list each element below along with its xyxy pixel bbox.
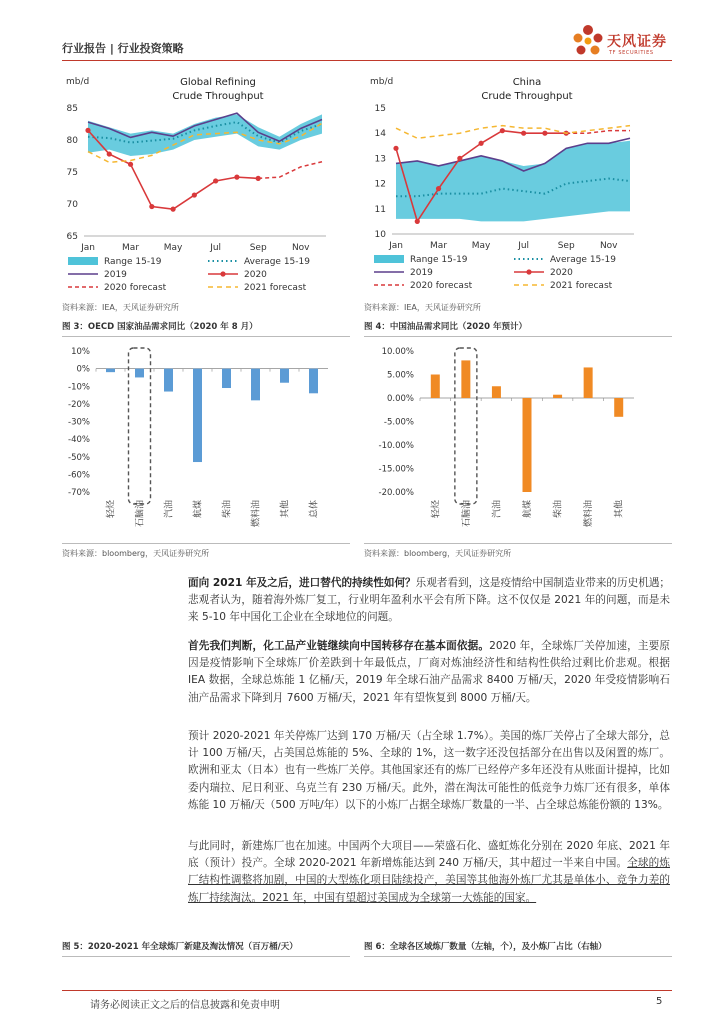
x-category-label: 总体: [309, 500, 320, 519]
y-tick-label: -20%: [68, 399, 90, 410]
bar-石脑油: [461, 360, 470, 398]
data-point-2020: [107, 151, 112, 156]
footer-disclaimer: 请务必阅读正文之后的信息披露和免责申明: [90, 1000, 280, 1011]
divider: [364, 543, 672, 544]
x-category-label: 其他: [614, 500, 625, 519]
y-axis-unit: mb/d: [66, 77, 90, 87]
chart-title: China: [512, 77, 542, 88]
source-mid-right: 资料来源：bloomberg，天风证券研究所: [364, 549, 512, 558]
oecd-demand-bar-chart: [58, 340, 350, 540]
y-tick-label: -50%: [68, 452, 90, 463]
y-tick-label: -15.00%: [378, 464, 414, 475]
y-axis-unit: mb/d: [370, 77, 394, 87]
y-tick-label: 12: [374, 179, 386, 190]
data-point-2020: [234, 175, 239, 180]
range-band-area: [396, 141, 630, 222]
legend-label: Average 15-19: [244, 257, 310, 267]
y-tick-label: 10%: [71, 347, 90, 357]
y-tick-label: 13: [374, 154, 386, 165]
data-point-2020: [478, 141, 483, 146]
y-tick-label: 10: [374, 230, 386, 240]
x-tick-label: Jul: [210, 243, 222, 253]
x-category-label: 轻烃: [431, 500, 442, 519]
x-tick-label: Mar: [122, 243, 140, 253]
bar-其他: [614, 398, 623, 417]
figure-3-title: 图 3：OECD 国家油品需求同比（2020 年 8 月）: [62, 322, 258, 332]
bar-航煤: [193, 369, 202, 462]
x-tick-label: May: [163, 243, 183, 253]
china-throughput-chart: [362, 70, 662, 296]
x-tick-label: Nov: [291, 243, 310, 253]
x-category-label: 轻烃: [106, 500, 117, 519]
paragraph-3-text: 预计 2020-2021 年关停炼厂达到 170 万桶/天（占全球 1.7%）。美国的炼厂关停占了全球大部分，总计 100 万桶/天，占美国总炼能的 5%、全球的 1%，这一数字还没包括部分在出售以及闲置的炼厂。欧洲和亚太（日本）也有一些炼厂关停。其他国家还有的炼厂已经停产多年还没有从账面计提掉，比如委内瑞拉、尼日利亚、乌克兰有 230 万桶/天。此外，潜在淘汰可能性的低竞争力炼厂还有很多，单体炼能 10 万桶/天（500 万吨/年）以下的小炼厂占据全球炼厂数量的一半、占全球总炼能份额的 13%。: [188, 730, 670, 811]
x-tick-label: Sep: [249, 243, 267, 253]
y-tick-label: 10.00%: [381, 347, 414, 357]
logo-flower-icon: [568, 20, 608, 62]
figure-5-title: 图 5：2020-2021 年全球炼厂新建及淘汰情况（百万桶/天）: [62, 942, 298, 952]
data-point-2020: [436, 186, 441, 191]
legend-swatch: [68, 257, 98, 265]
figure-4-title: 图 4：中国油品需求同比（2020 年预计）: [364, 322, 527, 332]
paragraph-4-underlined: 全球的炼厂结构性调整将加剧，中国的大型炼化项目陆续投产，美国等其他海外炼厂尤其是单体小、竞争力差的炼厂持续淘汰。2021 年，中国有望超过美国成为全球第一大炼能的国家。: [188, 857, 670, 904]
x-tick-label: Jan: [389, 241, 403, 251]
legend-label: 2020 forecast: [104, 283, 167, 293]
page-number: 5: [656, 996, 663, 1007]
x-category-label: 燃料油: [251, 500, 262, 528]
legend-label: 2021 forecast: [550, 281, 613, 291]
bar-其他: [280, 369, 289, 383]
bar-轻烃: [106, 369, 115, 373]
chart-title: Crude Throughput: [172, 91, 264, 102]
y-tick-label: -10.00%: [378, 441, 414, 451]
legend-label: 2020: [244, 270, 267, 280]
paragraph-4: [188, 838, 670, 907]
divider: [62, 956, 350, 957]
x-category-label: 柴油: [222, 500, 233, 519]
logo-subtext: TF SECURITIES: [609, 50, 654, 56]
paragraph-3: [188, 728, 670, 814]
y-tick-label: 70: [66, 200, 78, 210]
y-tick-label: 5.00%: [386, 370, 414, 381]
legend-label: 2019: [410, 268, 433, 278]
data-point-2020: [128, 162, 133, 167]
report-category: 行业报告 | 行业投资策略: [62, 42, 184, 55]
x-tick-label: Mar: [430, 241, 448, 251]
x-tick-label: Nov: [599, 241, 618, 251]
paragraph-1: [188, 575, 670, 627]
y-tick-label: -40%: [68, 435, 90, 446]
bar-汽油: [164, 369, 173, 392]
data-point-2020: [521, 131, 526, 136]
source-top-left: 资料来源：IEA，天风证券研究所: [62, 303, 179, 312]
data-point-2020: [393, 146, 398, 151]
footer-divider: [62, 990, 672, 991]
y-tick-label: 85: [66, 104, 78, 114]
x-category-label: 石脑油: [135, 500, 146, 528]
data-point-2020: [415, 219, 420, 224]
legend-label: 2020 forecast: [410, 281, 473, 291]
legend-label: Range 15-19: [104, 257, 162, 267]
figure-6-title: 图 6：全球各区域炼厂数量（左轴，个），及小炼厂占比（右轴）: [364, 942, 607, 952]
series-line-2020-forecast: [258, 162, 322, 179]
paragraph-4-text: 与此同时，新建炼厂也在加速。中国两个大项目——荣盛石化、盛虹炼化分别在 2020 年底、2021 年底（预计）投产。全球 2020-2021 年新增炼能达到 240 万桶/天，其中超过一半来自中国。: [188, 840, 670, 870]
y-tick-label: -10%: [68, 382, 90, 393]
y-tick-label: -30%: [68, 417, 90, 428]
legend-label: Average 15-19: [550, 255, 616, 265]
bar-石脑油: [135, 369, 144, 378]
legend-marker: [220, 271, 225, 276]
divider: [364, 956, 672, 957]
bar-柴油: [222, 369, 231, 388]
paragraph-2: [188, 638, 670, 707]
legend-marker: [526, 269, 531, 274]
data-point-2020: [170, 207, 175, 212]
legend-label: 2021 forecast: [244, 283, 307, 293]
y-tick-label: 0%: [76, 364, 90, 375]
y-tick-label: 80: [66, 136, 78, 146]
x-category-label: 其他: [280, 500, 291, 519]
legend-swatch: [374, 255, 404, 263]
y-tick-label: -70%: [68, 488, 90, 498]
paragraph-2-lead: 首先我们判断，化工品产业链继续向中国转移存在基本面依据。: [188, 640, 490, 652]
data-point-2020: [149, 204, 154, 209]
chart-title: Global Refining: [180, 77, 256, 88]
range-band-area: [88, 114, 322, 156]
y-tick-label: 0.00%: [386, 394, 414, 404]
legend-label: 2019: [104, 270, 127, 280]
data-point-2020: [213, 178, 218, 183]
x-category-label: 航煤: [523, 500, 533, 519]
data-point-2020: [500, 128, 505, 133]
source-top-right: 资料来源：IEA，天风证券研究所: [364, 303, 481, 312]
x-category-label: 燃料油: [584, 500, 595, 528]
bar-燃料油: [584, 367, 593, 398]
china-demand-bar-chart: [362, 340, 668, 540]
paragraph-2-text: 2020 年，全球炼厂关停加速，主要原因是疫情影响下全球炼厂价差跌到十年最低点，厂商对炼油经济性和结构性供给过剩比价悲观。根据 IEA 数据，全球总炼能 1 亿桶/天，2019 年全球石油产品需求 8400 万桶/天，2020 年受疫情影响石油产品需求下降到月 7600 万桶/天，2021 年有望恢复到 8000 万桶/天。: [188, 640, 671, 704]
x-category-label: 汽油: [492, 500, 503, 519]
bar-总体: [309, 369, 318, 394]
data-point-2020: [542, 131, 547, 136]
data-point-2020: [192, 192, 197, 197]
bar-汽油: [492, 386, 501, 398]
y-tick-label: 11: [374, 204, 386, 215]
x-category-label: 柴油: [553, 500, 564, 519]
x-category-label: 航煤: [193, 500, 204, 519]
y-tick-label: -60%: [68, 470, 90, 481]
bar-燃料油: [251, 369, 260, 401]
bar-航煤: [523, 398, 532, 492]
y-tick-label: 14: [374, 129, 386, 140]
x-tick-label: Sep: [557, 241, 575, 251]
x-tick-label: Jan: [81, 243, 95, 253]
logo-text: 天风证券: [607, 34, 667, 50]
x-tick-label: May: [471, 241, 491, 251]
y-tick-label: -5.00%: [383, 417, 414, 428]
x-tick-label: Jul: [518, 241, 530, 251]
legend-label: 2020: [550, 268, 573, 278]
y-tick-label: -20.00%: [378, 488, 414, 498]
chart-title: Crude Throughput: [481, 91, 573, 102]
x-category-label: 汽油: [164, 500, 175, 519]
bar-轻烃: [431, 375, 440, 399]
source-mid-left: 资料来源：bloomberg，天风证券研究所: [62, 549, 210, 558]
paragraph-1-lead: 面向 2021 年及之后，进口替代的持续性如何？: [188, 577, 416, 589]
divider: [364, 336, 672, 337]
y-tick-label: 15: [374, 104, 386, 114]
divider: [62, 336, 350, 337]
global-refining-chart: [58, 70, 348, 296]
data-point-2020: [85, 128, 90, 133]
bar-柴油: [553, 395, 562, 398]
y-tick-label: 65: [66, 232, 78, 242]
paragraph-1-text: 乐观者看到，这是疫情给中国制造业带来的历史机遇；悲观者认为，随着海外炼厂复工，行业明年盈利水平会有所下降。这不仅仅是 2021 年的问题，而是未来 5-10 年中国化工企业在全球地位的问题。: [188, 577, 671, 624]
divider: [62, 543, 350, 544]
y-tick-label: 75: [66, 168, 78, 178]
legend-label: Range 15-19: [410, 255, 468, 265]
x-category-label: 石脑油: [461, 500, 472, 528]
data-point-2020: [457, 156, 462, 161]
